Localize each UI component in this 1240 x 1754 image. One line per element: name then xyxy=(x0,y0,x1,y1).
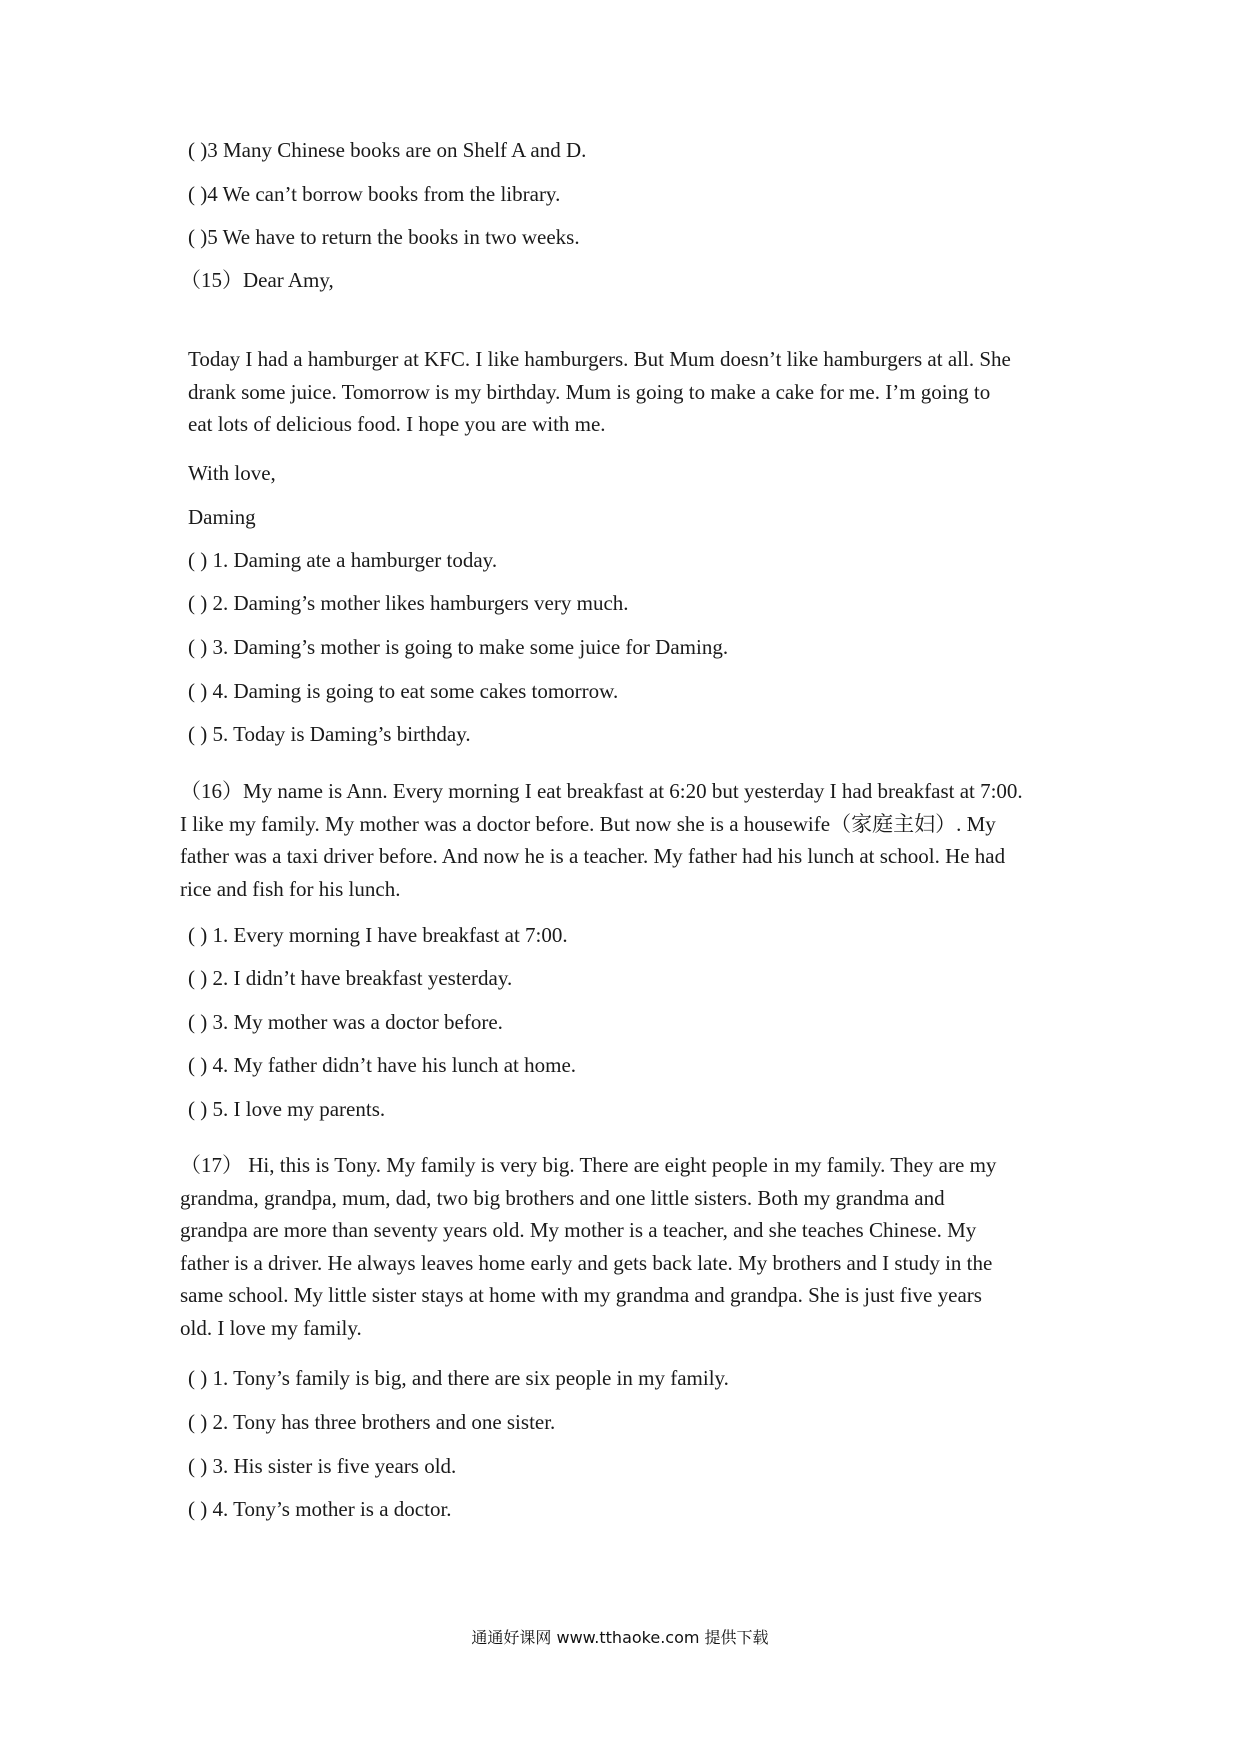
question-item: ( )5 We have to return the books in two weeks. xyxy=(188,225,580,249)
question-item: ( ) 4. Tony’s mother is a doctor. xyxy=(188,1497,452,1521)
question-item: ( ) 3. My mother was a doctor before. xyxy=(188,1010,503,1034)
passage-15: Today I had a hamburger at KFC. I like hamburgers. But Mum doesn’t like hamburgers at all. She drank some juice. Tomorrow is my birthday. Mum is going to make a cake for me. I’m going to eat lots of delicious food. I hope you are with me. xyxy=(188,347,1011,436)
letter-signature: Daming xyxy=(188,505,256,529)
question-item: ( )3 Many Chinese books are on Shelf A and D. xyxy=(188,138,587,162)
passage-16: （16）My name is Ann. Every morning I eat breakfast at 6:20 but yesterday I had breakfast at 7:00. I like my family. My mother was a doctor before. But now she is a housewife（家庭主妇）. My father was a taxi driver before. And now he is a teacher. My father had his lunch at school. He had rice and fish for his lunch. xyxy=(180,779,1023,901)
question-item: ( ) 3. His sister is five years old. xyxy=(188,1454,457,1478)
question-item: ( ) 1. Tony’s family is big, and there are six people in my family. xyxy=(188,1366,729,1390)
letter-closing: With love, xyxy=(188,461,276,485)
question-item: ( ) 2. I didn’t have breakfast yesterday. xyxy=(188,966,513,990)
question-item: ( ) 3. Daming’s mother is going to make some juice for Daming. xyxy=(188,635,729,659)
question-item: ( ) 5. Today is Daming’s birthday. xyxy=(188,722,471,746)
question-item: ( )4 We can’t borrow books from the library. xyxy=(188,182,561,206)
question-item: ( ) 2. Tony has three brothers and one sister. xyxy=(188,1410,556,1434)
page-footer: 通通好课网 www.tthaoke.com 提供下载 xyxy=(471,1628,769,1647)
question-item: ( ) 4. My father didn’t have his lunch at home. xyxy=(188,1053,577,1077)
letter-heading: （15）Dear Amy, xyxy=(180,268,334,292)
question-item: ( ) 5. I love my parents. xyxy=(188,1097,386,1121)
question-item: ( ) 4. Daming is going to eat some cakes tomorrow. xyxy=(188,679,619,703)
question-item: ( ) 2. Daming’s mother likes hamburgers very much. xyxy=(188,591,629,615)
passage-17: （17） Hi, this is Tony. My family is very big. There are eight people in my family. They are my grandma, grandpa, mum, dad, two big brothers and one little sisters. Both my grandma and grandpa are more than seventy years old. My mother is a teacher, and she teaches Chinese. My father is a driver. He always leaves home early and gets back late. My brothers and I study in the same school. My little sister stays at home with my grandma and grandpa. She is just five years old. I love my family. xyxy=(180,1153,997,1340)
question-item: ( ) 1. Daming ate a hamburger today. xyxy=(188,548,498,572)
question-item: ( ) 1. Every morning I have breakfast at 7:00. xyxy=(188,923,568,947)
